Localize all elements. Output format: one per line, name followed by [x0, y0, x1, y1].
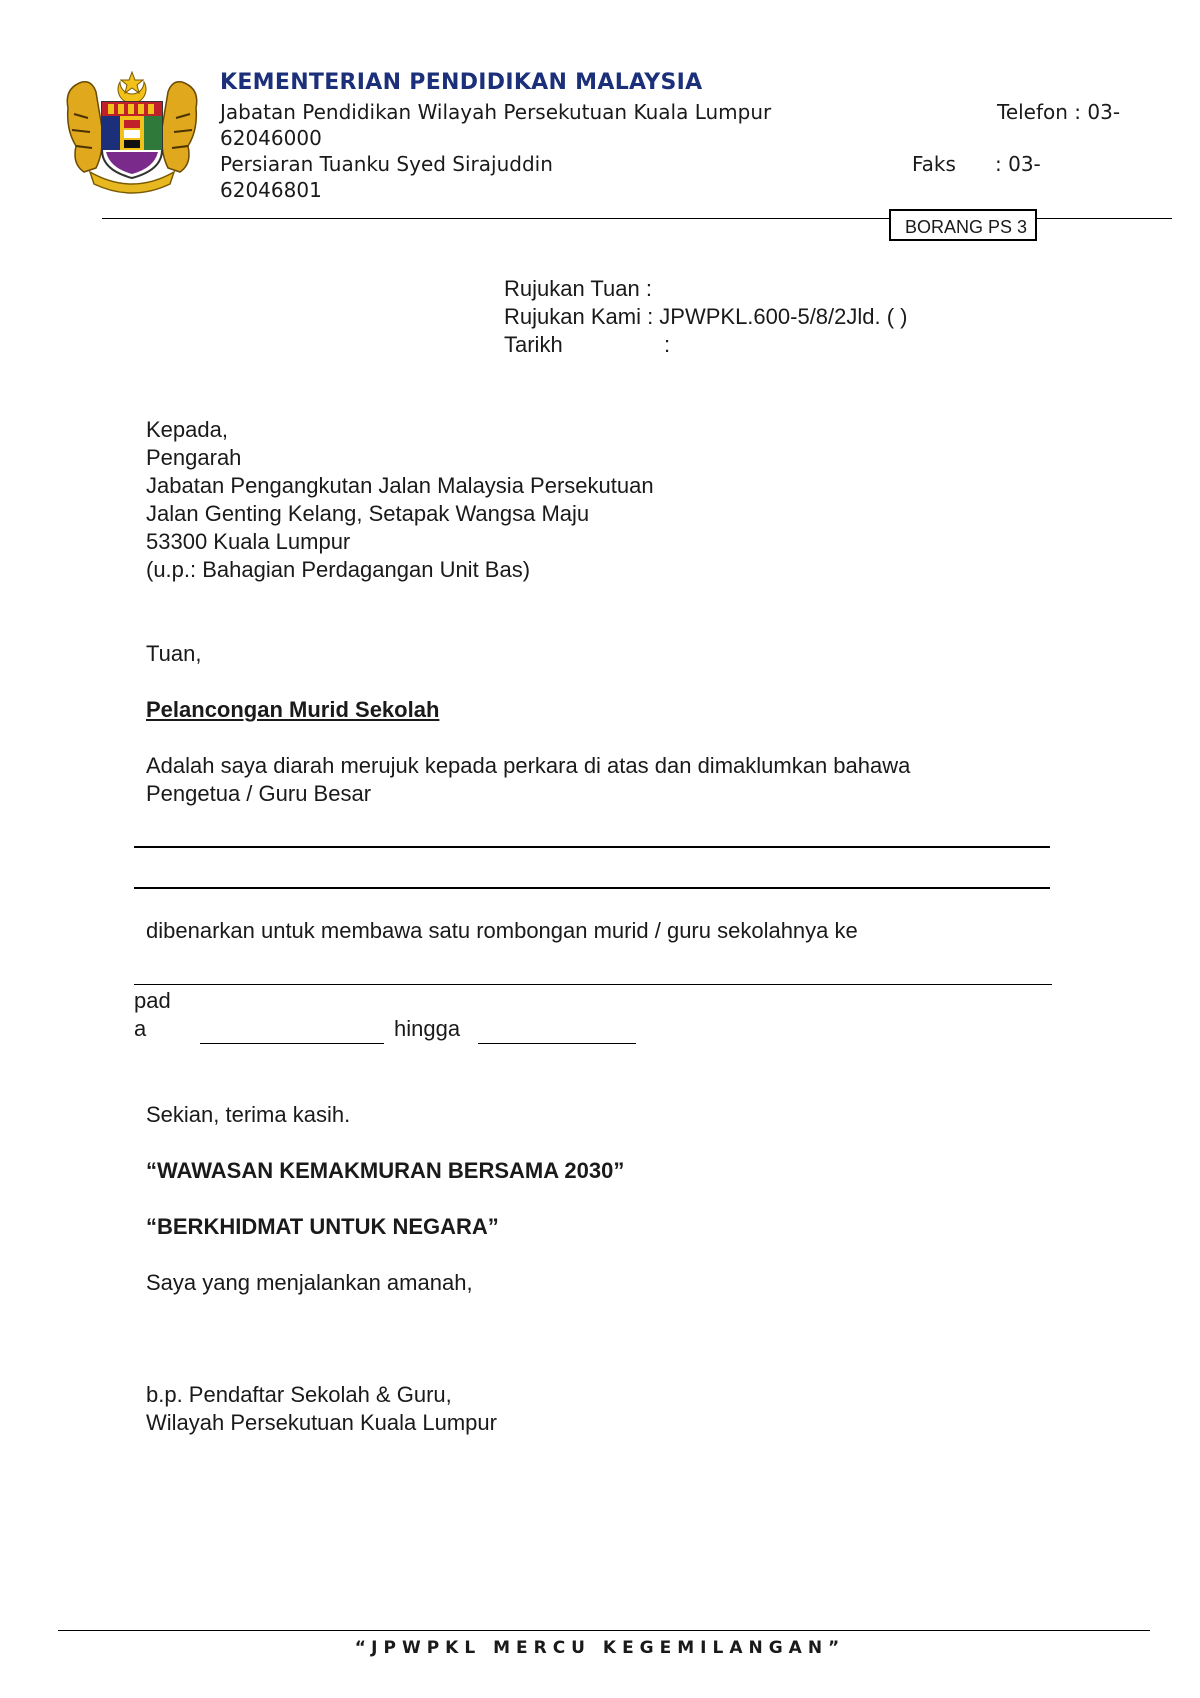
recipient-line-4: 53300 Kuala Lumpur: [146, 529, 351, 554]
pad-text: pad: [134, 988, 171, 1013]
ministry-name: KEMENTERIAN PENDIDIKAN MALAYSIA: [220, 70, 703, 95]
rujukan-tuan: Rujukan Tuan :: [504, 276, 652, 301]
start-date-blank: [200, 1043, 384, 1044]
phone-label: Telefon : 03-: [997, 100, 1121, 124]
fax-prefix: : 03-: [995, 152, 1041, 176]
address-line: Persiaran Tuanku Syed Sirajuddin: [220, 152, 553, 176]
form-code-label: BORANG PS 3: [905, 217, 1028, 237]
a-text: a: [134, 1016, 147, 1041]
recipient-line-1: Pengarah: [146, 445, 242, 470]
salutation: Tuan,: [146, 641, 202, 666]
recipient-line-3: Jalan Genting Kelang, Setapak Wangsa Maju: [146, 501, 590, 526]
hingga-text: hingga: [394, 1016, 461, 1041]
rujukan-kami: Rujukan Kami : JPWPKL.600-5/8/2Jld. ( ): [504, 304, 908, 329]
school-name-blank-1: [134, 846, 1050, 848]
malaysia-coat-of-arms-icon: [62, 68, 202, 196]
paragraph-2: dibenarkan untuk membawa satu rombongan murid / guru sekolahnya ke: [146, 918, 858, 943]
end-date-blank: [478, 1043, 636, 1044]
recipient-line-5: (u.p.: Bahagian Perdagangan Unit Bas): [146, 557, 531, 582]
school-name-blank-2: [134, 887, 1050, 889]
signer-title: b.p. Pendaftar Sekolah & Guru,: [146, 1382, 452, 1407]
letter-subject: Pelancongan Murid Sekolah: [146, 697, 440, 722]
fax-number: 62046801: [220, 178, 322, 202]
motto-berkhidmat: “BERKHIDMAT UNTUK NEGARA”: [146, 1214, 499, 1239]
fax-label: Faks: [912, 152, 956, 176]
motto-wawasan: “WAWASAN KEMAKMURAN BERSAMA 2030”: [146, 1158, 625, 1183]
department-name: Jabatan Pendidikan Wilayah Persekutuan Kuala Lumpur: [220, 100, 772, 124]
destination-blank: [134, 984, 1052, 985]
recipient-line-2: Jabatan Pengangkutan Jalan Malaysia Persekutuan: [146, 473, 654, 498]
footer-divider: [58, 1630, 1150, 1631]
signature-intro: Saya yang menjalankan amanah,: [146, 1270, 473, 1295]
paragraph-1-line-1: Adalah saya diarah merujuk kepada perkara di atas dan dimaklumkan bahawa: [146, 753, 911, 778]
form-code-box: [889, 209, 1037, 241]
signer-office: Wilayah Persekutuan Kuala Lumpur: [146, 1410, 497, 1435]
footer-slogan: “JPWPKL MERCU KEGEMILANGAN”: [354, 1638, 846, 1658]
tarikh-colon: :: [664, 332, 671, 357]
closing-text: Sekian, terima kasih.: [146, 1102, 351, 1127]
recipient-kepada: Kepada,: [146, 417, 228, 442]
paragraph-1-line-2: Pengetua / Guru Besar: [146, 781, 372, 806]
tarikh-label: Tarikh: [504, 332, 563, 357]
phone-number: 62046000: [220, 126, 322, 150]
